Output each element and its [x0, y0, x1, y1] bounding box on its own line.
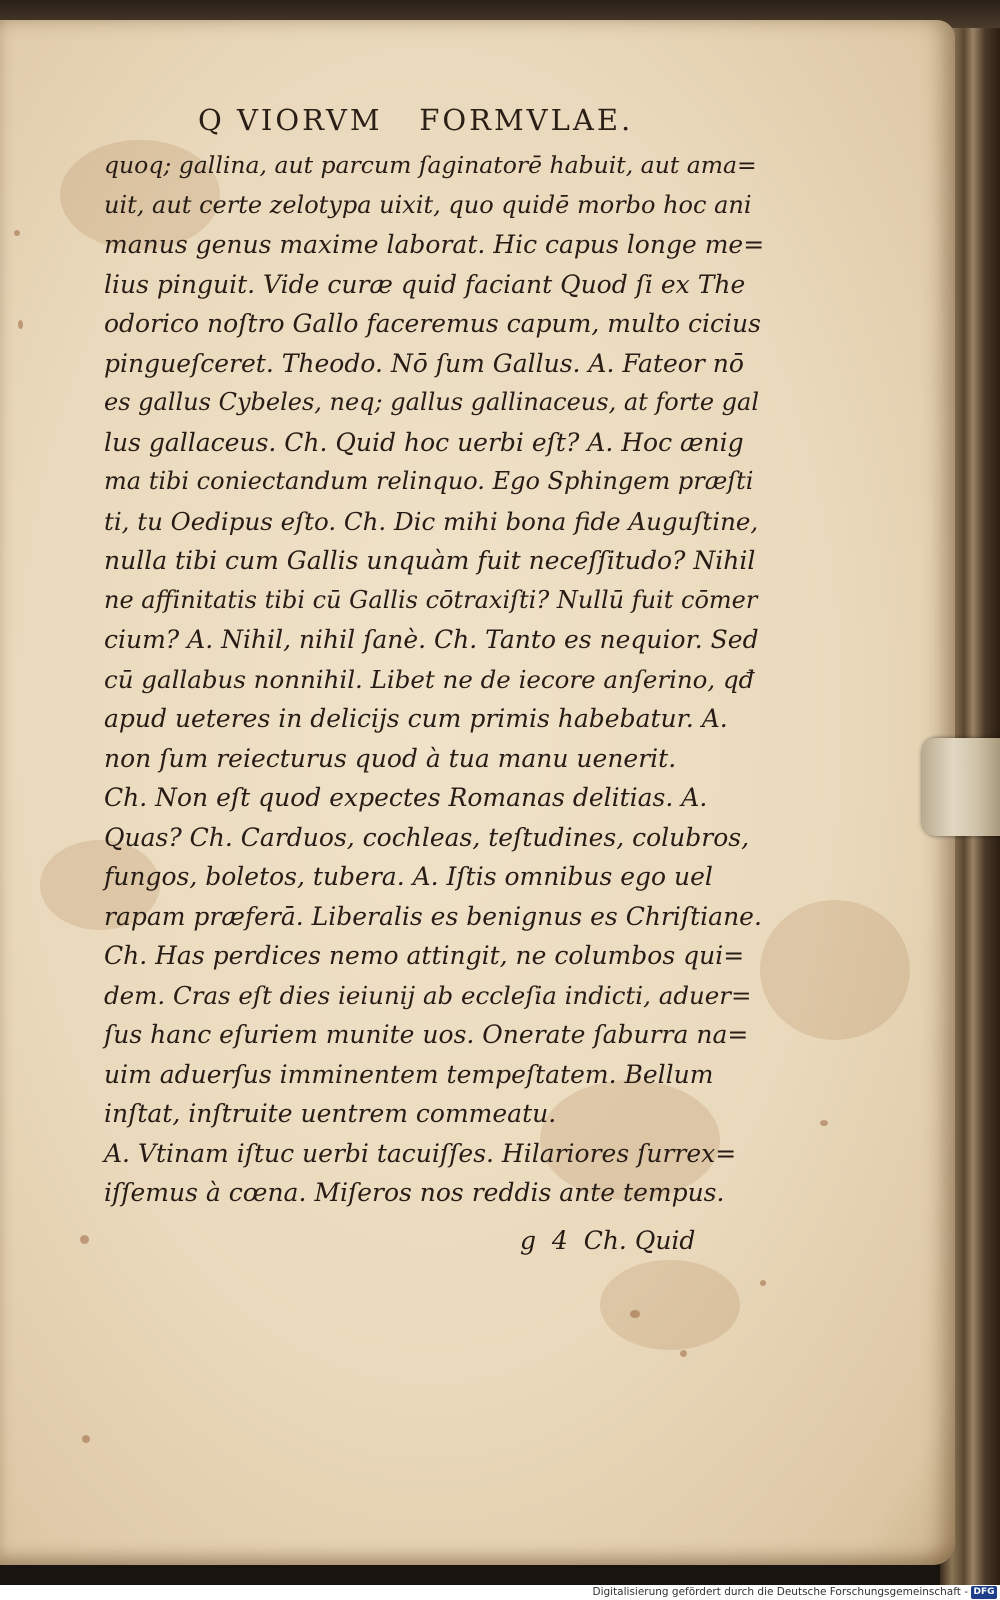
- body-text: [104, 146, 764, 1213]
- text-line: Quas? Ch. Carduos, cochleas, teſtudines, colubros,: [104, 822, 750, 852]
- text-line: A. Vtinam iſtuc uerbi tacuiſſes. Hilariores ſurrex=: [104, 1138, 737, 1168]
- text-line: pingueſceret. Theodo. Nō ſum Gallus. A. Fateor nō: [104, 348, 744, 378]
- text-line: ma tibi coniectandum relinquo. Ego Sphingem præſti: [104, 467, 754, 495]
- digitization-footer: [0, 1585, 1000, 1600]
- text-line: apud ueteres in delicijs cum primis habebatur. A.: [104, 704, 728, 733]
- signature-catchword: g 4 Ch. Quid: [520, 1226, 696, 1255]
- text-line: manus genus maxime laborat. Hic capus longe me=: [104, 230, 765, 259]
- text-line: nulla tibi cum Gallis unquàm fuit neceſſitudo? Nihil: [104, 546, 756, 575]
- text-line: es gallus Cybeles, neq; gallus gallinaceus, at forte gal: [104, 388, 760, 416]
- book-clasp: [922, 738, 1000, 836]
- text-line: iſſemus à cœna. Miſeros nos reddis ante tempus.: [104, 1178, 725, 1207]
- ink-spot: [80, 1235, 89, 1244]
- running-heading: Q VIORVM FORMVLAE.: [198, 103, 634, 137]
- ink-spot: [820, 1120, 828, 1126]
- text-line: rapam præferā. Liberalis es benignus es Chriſtiane.: [104, 901, 762, 931]
- text-line: uit, aut certe zelotypa uixit, quo quidē morbo hoc ani: [104, 190, 752, 219]
- ink-spot: [82, 1435, 90, 1443]
- text-line: inſtat, inſtruite uentrem commeatu.: [104, 1099, 557, 1128]
- footer-credit: Digitalisierung gefördert durch die Deutsche Forschungsgemeinschaft -: [592, 1586, 968, 1598]
- text-line: Ch. Has perdices nemo attingit, ne columbos qui=: [104, 941, 745, 970]
- text-line: quoq; gallina, aut parcum ſaginatorē habuit, aut ama=: [104, 151, 757, 179]
- text-line: ne affinitatis tibi cū Gallis cōtraxiſti? Nullū fuit cōmer: [104, 585, 758, 614]
- text-line: fungos, boletos, tubera. A. Iſtis omnibus ego uel: [104, 862, 713, 891]
- text-line: ti, tu Oedipus eſto. Ch. Dic mihi bona fide Auguſtine,: [104, 506, 759, 536]
- ink-spot: [630, 1310, 640, 1318]
- text-line: dem. Cras eſt dies ieiunij ab eccleſia indicti, aduer=: [104, 980, 752, 1010]
- text-line: ſus hanc eſuriem munite uos. Onerate ſaburra na=: [104, 1020, 749, 1049]
- text-line: non ſum reiecturus quod à tua manu uenerit.: [104, 743, 677, 773]
- stain: [760, 900, 910, 1040]
- text-line: cium? A. Nihil, nihil ſanè. Ch. Tanto es nequior. Sed: [104, 625, 759, 654]
- text-line: lius pinguit. Vide curæ quid faciant Quod ſi ex The: [104, 269, 746, 299]
- ink-spot: [760, 1280, 766, 1286]
- text-line: Ch. Non eſt quod expectes Romanas delitias. A.: [104, 783, 708, 812]
- text-line: odorico noſtro Gallo faceremus capum, multo cicius: [104, 309, 761, 338]
- ink-spot: [18, 320, 23, 329]
- ink-spot: [680, 1350, 687, 1357]
- text-line: cū gallabus nonnihil. Libet ne de iecore anſerino, qđ: [104, 664, 755, 694]
- stain: [600, 1260, 740, 1350]
- ink-spot: [14, 230, 20, 236]
- text-line: lus gallaceus. Ch. Quid hoc uerbi eſt? A. Hoc ænig: [104, 427, 744, 457]
- text-line: uim aduerſus imminentem tempeſtatem. Bellum: [104, 1059, 714, 1089]
- dfg-logo: DFG: [971, 1586, 997, 1599]
